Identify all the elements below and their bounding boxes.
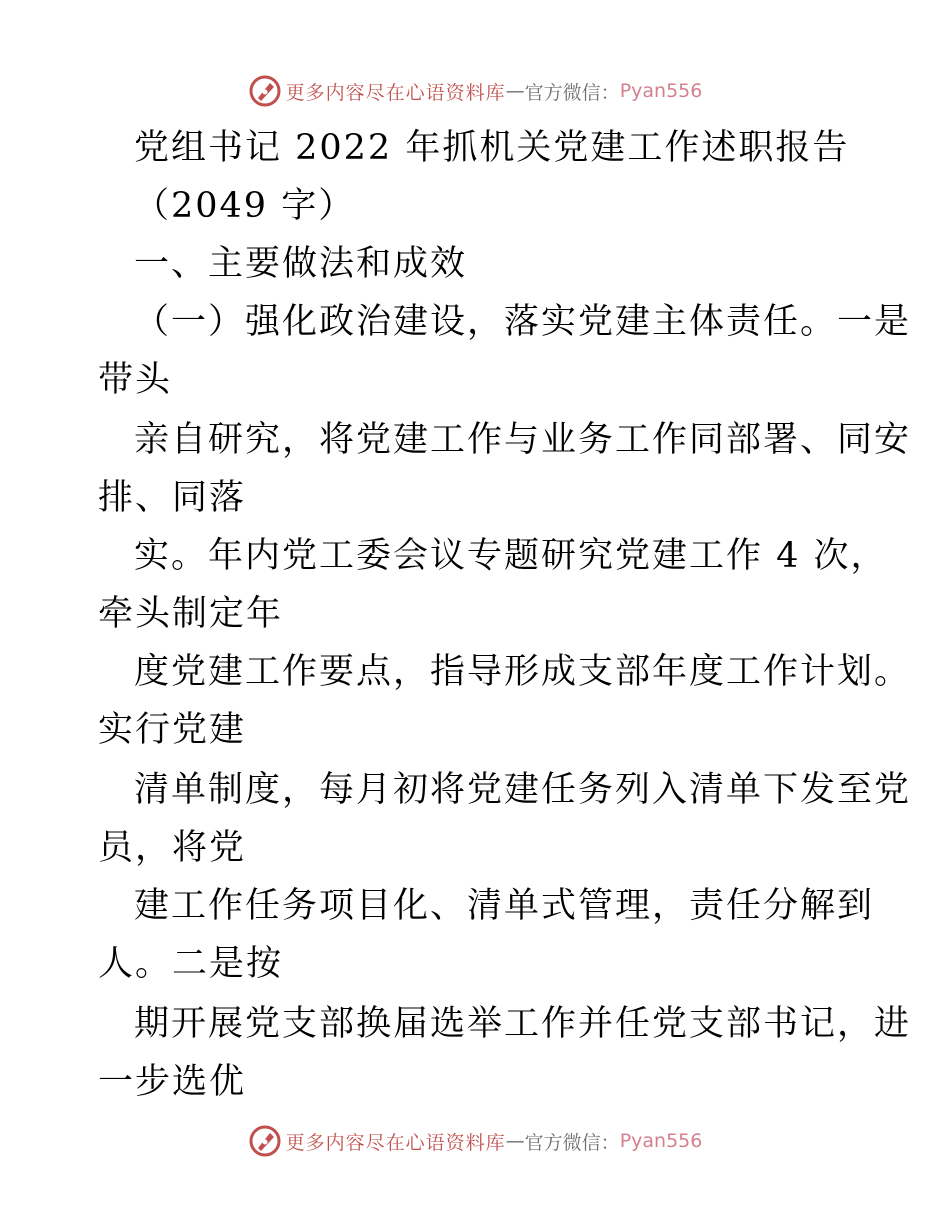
pen-nib-logo-icon [248,1124,282,1158]
paragraph-line: 一步选优 [98,1062,247,1102]
paragraph-line: 期开展党支部换届选举工作并任党支部书记，进 [134,1004,912,1044]
paragraph-line: 排、同落 [98,478,247,518]
watermark-text-red: 更多内容尽在心语资料库 [285,81,506,104]
header-watermark [0,71,950,111]
watermark-wechat-id: Pyan556 [619,1130,703,1152]
paragraph-line: 牵头制定年 [98,594,284,634]
paragraph-line: 度党建工作要点，指导形成支部年度工作计划。 [134,652,912,692]
paragraph-line: 员，将党 [98,828,247,868]
pen-nib-logo-icon [248,74,282,108]
paragraph-line: 建工作任务项目化、清单式管理，责任分解到 [134,886,875,926]
watermark-wechat-id: Pyan556 [619,80,703,102]
watermark-text-grey: 官方微信： [524,1131,620,1154]
watermark-dash: — [505,80,525,102]
watermark-text-red: 更多内容尽在心语资料库 [285,1131,506,1154]
paragraph-line: 实。年内党工委会议专题研究党建工作 4 次， [134,536,888,576]
watermark-text-grey: 官方微信： [524,81,620,104]
paragraph-line: （一）强化政治建设，落实党建主体责任。一是 [134,302,912,342]
footer-watermark [0,1121,950,1161]
paragraph-line: 亲自研究，将党建工作与业务工作同部署、同安 [134,420,912,460]
section-heading: 一、主要做法和成效 [134,244,468,284]
watermark-dash: — [505,1130,525,1152]
paragraph-line: 带头 [98,360,173,400]
word-count: （2049 字） [134,186,356,226]
paragraph-line: 实行党建 [98,710,247,750]
paragraph-line: 人。二是按 [98,944,284,984]
document-title: 党组书记 2022 年抓机关党建工作述职报告 [134,128,850,168]
paragraph-line: 清单制度，每月初将党建任务列入清单下发至党 [134,770,912,810]
